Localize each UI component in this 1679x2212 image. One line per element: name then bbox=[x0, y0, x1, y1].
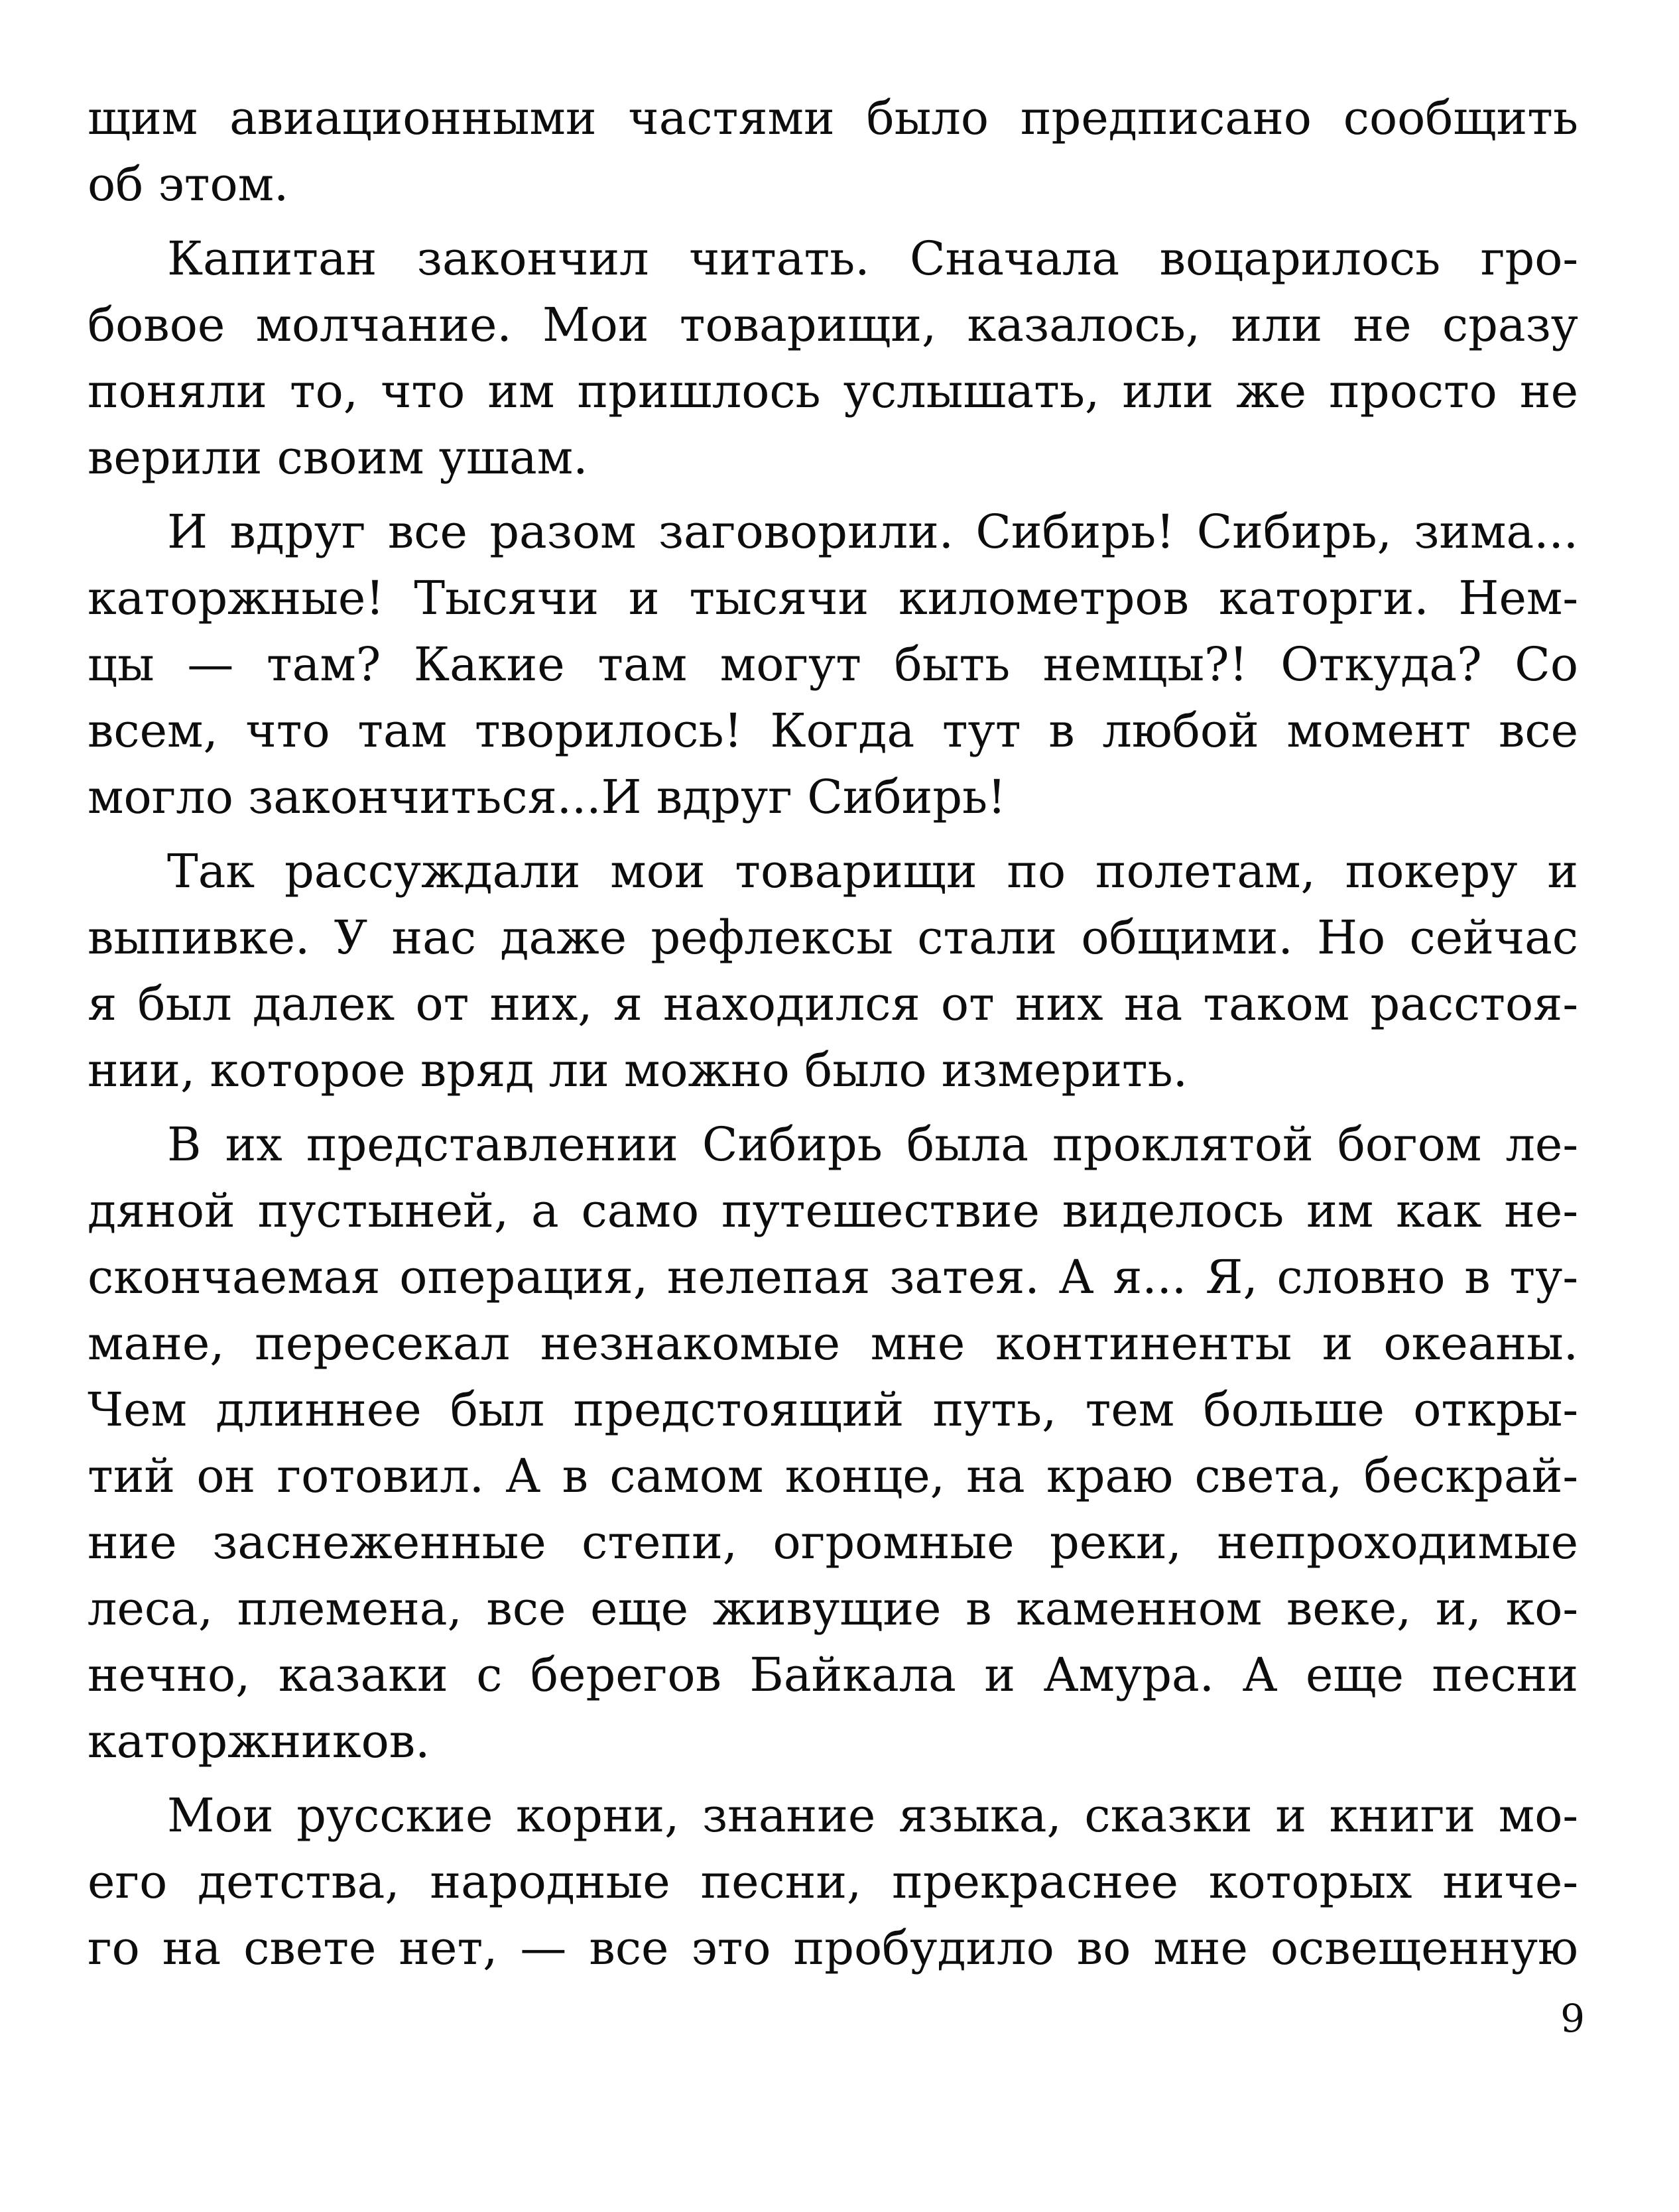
text-line: поняли то, что им пришлось услышать, или же просто не bbox=[88, 364, 1578, 418]
text-line: нечно, казаки с берегов Байкала и Амура. А еще песни bbox=[88, 1648, 1578, 1702]
text-line: каторжные! Тысячи и тысячи километров каторги. Нем- bbox=[88, 571, 1578, 625]
text-line: ние заснеженные степи, огромные реки, непроходимые bbox=[88, 1515, 1578, 1569]
paragraph-gap bbox=[88, 1774, 1578, 1782]
text-line: Так рассуждали мои товарищи по полетам, покеру и bbox=[167, 844, 1578, 898]
text-line: каторжников. bbox=[88, 1714, 430, 1768]
paragraph bbox=[88, 838, 1578, 1103]
text-line: И вдруг все разом заговорили. Сибирь! Сибирь, зима... bbox=[167, 505, 1578, 559]
text-line: Капитан закончил читать. Сначала воцарилось гро- bbox=[167, 231, 1578, 286]
body-text bbox=[88, 85, 1578, 1981]
paragraph bbox=[88, 85, 1578, 217]
text-line: скончаемая операция, нелепая затея. А я... Я, словно в ту- bbox=[88, 1250, 1578, 1304]
paragraph bbox=[88, 1782, 1578, 1981]
text-line: его детства, народные песни, прекраснее которых ниче- bbox=[88, 1855, 1578, 1909]
text-line: нии, которое вряд ли можно было измерить. bbox=[88, 1043, 1188, 1097]
paragraph bbox=[88, 1111, 1578, 1774]
text-line: могло закончиться...И вдруг Сибирь! bbox=[88, 770, 1007, 824]
page-number: 9 bbox=[1560, 1996, 1585, 2041]
paragraph-gap bbox=[88, 1103, 1578, 1111]
text-line: Чем длиннее был предстоящий путь, тем больше откры- bbox=[88, 1382, 1578, 1437]
text-line: всем, что там творилось! Когда тут в любой момент все bbox=[88, 704, 1578, 758]
text-line: об этом. bbox=[88, 157, 289, 212]
text-line: го на свете нет, — все это пробудило во мне освещенную bbox=[88, 1921, 1578, 1975]
text-line: цы — там? Какие там могут быть немцы?! Откуда? Со bbox=[88, 637, 1578, 692]
paragraph bbox=[88, 499, 1578, 830]
text-line: мане, пересекал незнакомые мне континенты и океаны. bbox=[88, 1316, 1578, 1371]
text-line: дяной пустыней, а само путешествие виделось им как не- bbox=[88, 1184, 1578, 1238]
text-line: верили своим ушам. bbox=[88, 430, 588, 485]
paragraph-gap bbox=[88, 491, 1578, 499]
text-line: выпивке. У нас даже рефлексы стали общими. Но сейчас bbox=[88, 910, 1578, 965]
text-line: тий он готовил. А в самом конце, на краю света, бескрай- bbox=[88, 1449, 1578, 1503]
text-line: В их представлении Сибирь была проклятой богом ле- bbox=[167, 1117, 1578, 1172]
paragraph bbox=[88, 225, 1578, 491]
text-line: щим авиационными частями было предписано сообщить bbox=[88, 91, 1578, 145]
text-line: я был далек от них, я находился от них на таком расстоя- bbox=[88, 977, 1578, 1031]
text-line: леса, племена, все еще живущие в каменном веке, и, ко- bbox=[88, 1581, 1578, 1636]
text-line: бовое молчание. Мои товарищи, казалось, или не сразу bbox=[88, 298, 1578, 352]
text-line: Мои русские корни, знание языка, сказки и книги мо- bbox=[167, 1788, 1578, 1843]
paragraph-gap bbox=[88, 217, 1578, 225]
paragraph-gap bbox=[88, 830, 1578, 838]
